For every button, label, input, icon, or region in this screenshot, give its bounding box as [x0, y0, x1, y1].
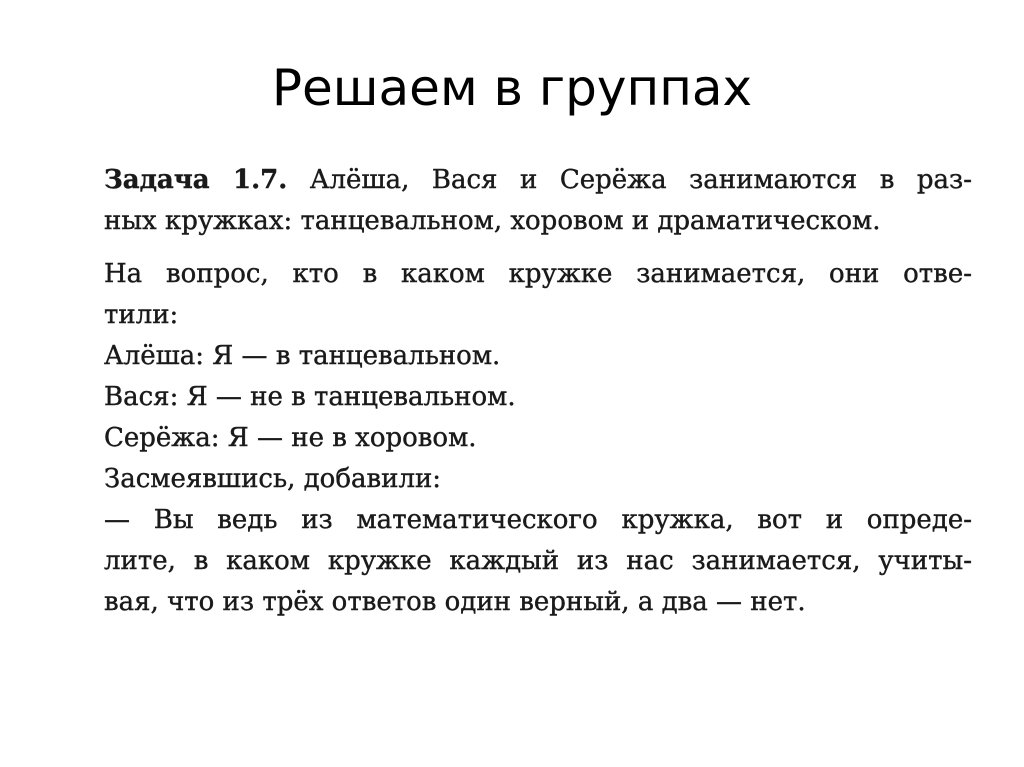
task-final [104, 500, 972, 623]
task-text-block [104, 160, 972, 623]
answer-alyosha: Алёша: Я — в танцевальном. [104, 341, 501, 371]
task-final-line-2: лите, в каком кружке каждый из нас занимается, учиты- [104, 546, 972, 576]
answer-seryozha: Серёжа: Я — не в хоровом. [104, 423, 477, 453]
task-final-line-1: — Вы ведь из математического кружка, вот и опреде- [104, 505, 972, 535]
task-answers [104, 336, 972, 500]
slide-title: Решаем в группах [271, 59, 753, 117]
task-intro-line-2: ных кружках: танцевальном, хоровом и драматическом. [104, 206, 881, 236]
task-label: Задача 1.7. [104, 165, 288, 195]
laugh-line: Засмеявшись, добавили: [104, 464, 442, 494]
task-question-line-2: тили: [104, 300, 179, 330]
task-question [104, 254, 972, 336]
task-final-line-3: вая, что из трёх ответов один верный, а два — нет. [104, 587, 806, 617]
answer-vasya: Вася: Я — не в танцевальном. [104, 382, 516, 412]
task-intro-text-1: Алёша, Вася и Серёжа занимаются в раз- [287, 165, 972, 195]
task-intro [104, 160, 972, 242]
task-question-line-1: На вопрос, кто в каком кружке занимается, они отве- [104, 259, 972, 289]
task-intro-line-1 [104, 160, 972, 201]
